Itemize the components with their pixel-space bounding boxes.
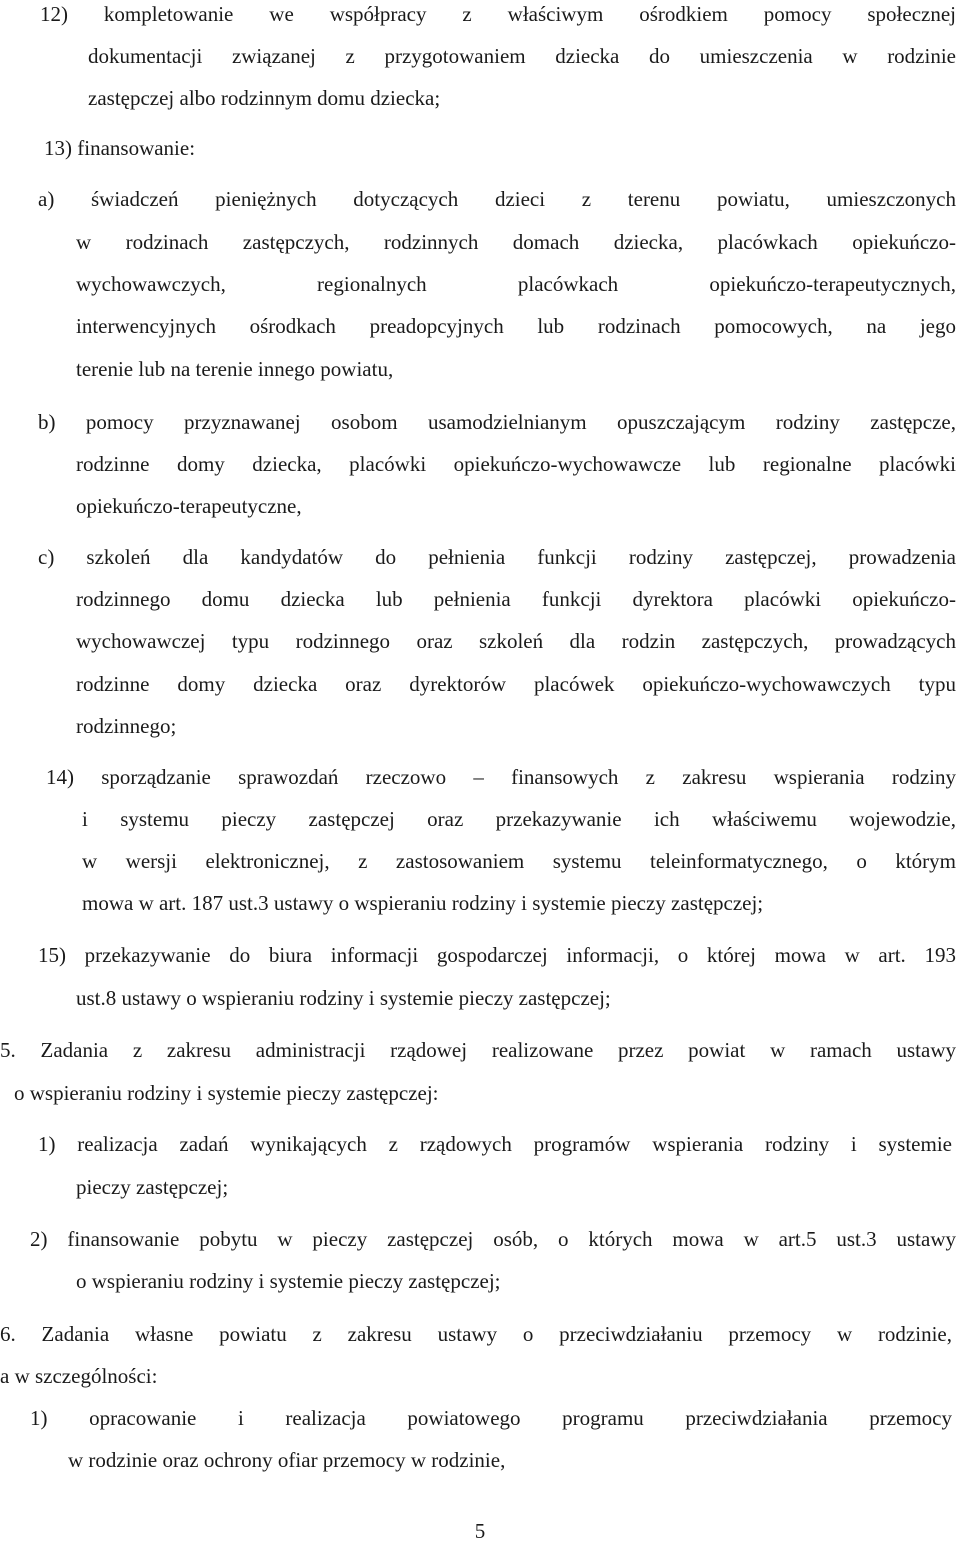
text-line: c) szkoleń dla kandydatów do pełnienia funkcji rodziny zastępczej, prowadzenia [38,545,956,569]
text-line: terenie lub na terenie innego powiatu, [76,357,394,381]
text-line: zastępczej albo rodzinnym domu dziecka; [88,86,441,110]
text-line: w wersji elektronicznej, z zastosowaniem systemu teleinformatycznego, o którym [82,849,956,873]
text-line: i systemu pieczy zastępczej oraz przekazywanie ich właściwemu wojewodzie, [82,807,956,831]
text-line: wychowawczej typu rodzinnego oraz szkoleń dla rodzin zastępczych, prowadzących [76,629,956,653]
text-line: mowa w art. 187 ust.3 ustawy o wspieraniu rodziny i systemie pieczy zastępczej; [82,891,764,915]
text-line: rodzinnego; [76,714,177,738]
text-line: rodzinne domy dziecka, placówki opiekuńczo-wychowawcze lub regionalne placówki [76,452,956,476]
text-line: 15) przekazywanie do biura informacji gospodarczej informacji, o której mowa w art. 193 [38,943,956,967]
text-line: b) pomocy przyznawanej osobom usamodzielnianym opuszczającym rodziny zastępcze, [38,410,956,434]
text-line: 13) finansowanie: [44,136,196,160]
text-line: 2) finansowanie pobytu w pieczy zastępczej osób, o których mowa w art.5 ust.3 ustawy [30,1227,956,1251]
text-line: 5. Zadania z zakresu administracji rządowej realizowane przez powiat w ramach ustawy [0,1038,956,1062]
text-line: w rodzinie oraz ochrony ofiar przemocy w rodzinie, [68,1448,506,1472]
text-line: 12) kompletowanie we współpracy z właściwym ośrodkiem pomocy społecznej [40,2,956,26]
text-line: dokumentacji związanej z przygotowaniem dziecka do umieszczenia w rodzinie [88,44,956,68]
text-line: interwencyjnych ośrodkach preadopcyjnych lub rodzinach pomocowych, na jego [76,314,956,338]
text-line: 1) realizacja zadań wynikających z rządowych programów wspierania rodziny i systemie [38,1132,952,1156]
text-line: opiekuńczo-terapeutyczne, [76,494,302,518]
text-line: ust.8 ustawy o wspieraniu rodziny i systemie pieczy zastępczej; [76,986,611,1010]
text-line: 14) sporządzanie sprawozdań rzeczowo – finansowych z zakresu wspierania rodziny [46,765,956,789]
text-line: w rodzinach zastępczych, rodzinnych domach dziecka, placówkach opiekuńczo- [76,230,956,254]
text-line: 6. Zadania własne powiatu z zakresu ustawy o przeciwdziałaniu przemocy w rodzinie, [0,1322,952,1346]
text-line: pieczy zastępczej; [76,1175,229,1199]
text-line: rodzinnego domu dziecka lub pełnienia funkcji dyrektora placówki opiekuńczo- [76,587,956,611]
text-line: a) świadczeń pieniężnych dotyczących dzieci z terenu powiatu, umieszczonych [38,187,956,211]
text-line: o wspieraniu rodziny i systemie pieczy zastępczej: [14,1081,439,1105]
text-line: wychowawczych, regionalnych placówkach opiekuńczo-terapeutycznych, [76,272,956,296]
page-number: 5 [474,1519,486,1543]
text-line: a w szczególności: [0,1364,158,1388]
text-line: o wspieraniu rodziny i systemie pieczy zastępczej; [76,1269,501,1293]
text-line: rodzinne domy dziecka oraz dyrektorów placówek opiekuńczo-wychowawczych typu [76,672,956,696]
text-line: 1) opracowanie i realizacja powiatowego programu przeciwdziałania przemocy [30,1406,952,1430]
